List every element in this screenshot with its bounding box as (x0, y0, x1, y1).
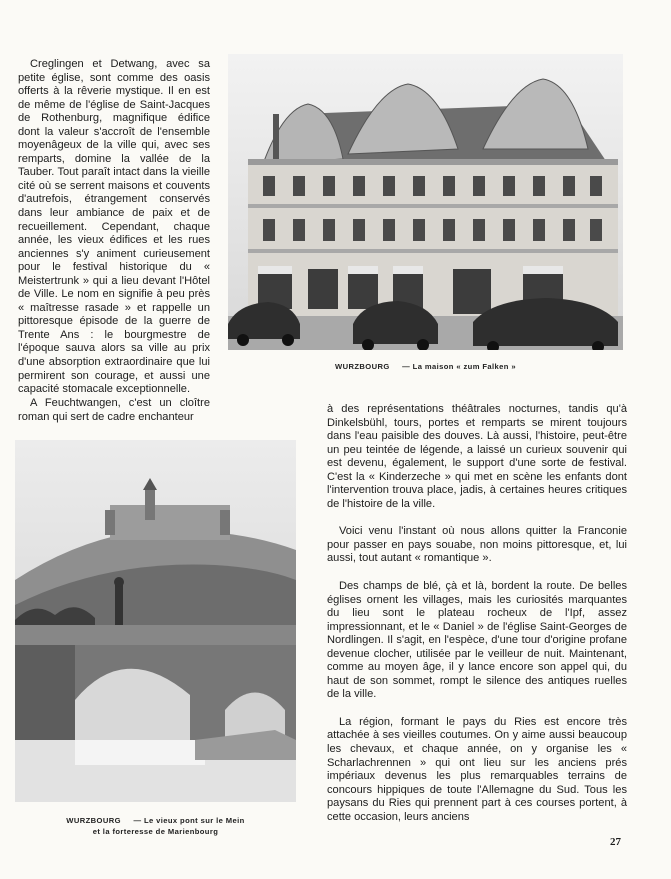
caption-text-line2: et la forteresse de Marienbourg (92, 827, 219, 836)
caption-place: WURZBOURG (66, 816, 121, 825)
paragraph: à des représentations théâtrales nocturnes, tandis qu'à Dinkelsbühl, tours, portes et remparts se mirent toujours dans l'eau paisible des douves. Là aussi, l'histoire, peut-être un peu teintée de légende, a laissé un curieux souvenir qui est devenu, également, le support d'une sorte de festival. C'est la « Kinderzeche » qui met en scène les enfants dont l'intervention trouva place, jadis, à certaines heures critiques de l'histoire de la ville. (327, 403, 627, 510)
paragraph: La région, formant le pays du Ries est encore très attachée à ses vieilles coutumes. On y aime aussi beaucoup les chevaux, et chaque année, on y organise les « Scharlachrennen » qui ont lieu sur les anciens prés impériaux devenus les plus remarquables terrains de concours hippiques de toute l'Allemagne du Sud. Tous les paysans du Ries qui prennent part à ces courses portent, à cette occasion, leurs anciens (327, 715, 627, 823)
photo-falkenhaus (228, 54, 623, 350)
photo-old-bridge-marienberg (15, 440, 296, 802)
paragraph: Creglingen et Detwang, avec sa petite église, sont comme des oasis offerts à la rêverie mystique. Il en est de même de l'église de Saint-Jacques de Rothenburg, magnifique édifice dont la valeur s'accroît de l'ensemble moyenâgeux de la ville qui, avec ses remparts, domine la vallée de la Tauber. Tout paraît intact dans la vieille cité où se serrent maisons et couvents d'autrefois, étrangement conservés dans leur ambiance de paix et de recueillement. Cependant, chaque année, les vieux édifices et les rues anciennes s'y animent curieusement pour le festival historique du « Meistertrunk » qui a lieu devant l'Hôtel de Ville. Le nom en signifie à peu près « maîtresse rasade » et rappelle un pittoresque épisode de la guerre de Trente Ans : le bourgmestre de l'époque sauva alors sa ville au prix d'une absorption extraordinaire que lui permirent son courage, et aussi une capacité stomacale exceptionnelle. (18, 58, 210, 396)
paragraph: Des champs de blé, çà et là, bordent la route. De belles églises ornent les villages, mais les curiosités marquantes du lieu sont le plateau rocheux de l'Ipf, assez impressionnant, et le « Daniel » de l'église Saint-Georges de Nordlingen. Il s'agit, en l'espèce, d'une tour d'origine profane devenue clocher, utilisée par le veilleur de nuit. Maintenant, comme au moyen âge, il y lance encore son appel qui, du haut de son sommet, rompt le silence des antiques ruelles de la ville. (327, 580, 627, 701)
photo1-caption (228, 362, 623, 371)
caption-text-line1: — Le vieux pont sur le Mein (133, 816, 245, 825)
caption-place: WURZBOURG (335, 362, 390, 371)
column-right-text (327, 403, 627, 824)
column-left-text-continued (18, 397, 210, 424)
page-number: 27 (610, 836, 621, 848)
paragraph: A Feuchtwangen, c'est un cloître roman qui sert de cadre enchanteur (18, 397, 210, 423)
column-left-text (18, 58, 210, 397)
photo2-caption (15, 815, 296, 837)
caption-text: — La maison « zum Falken » (402, 362, 516, 371)
paragraph: Voici venu l'instant où nous allons quitter la Franconie pour passer en pays souabe, non moins pittoresque, et, lui aussi, tout autant « romantique ». (327, 525, 627, 565)
